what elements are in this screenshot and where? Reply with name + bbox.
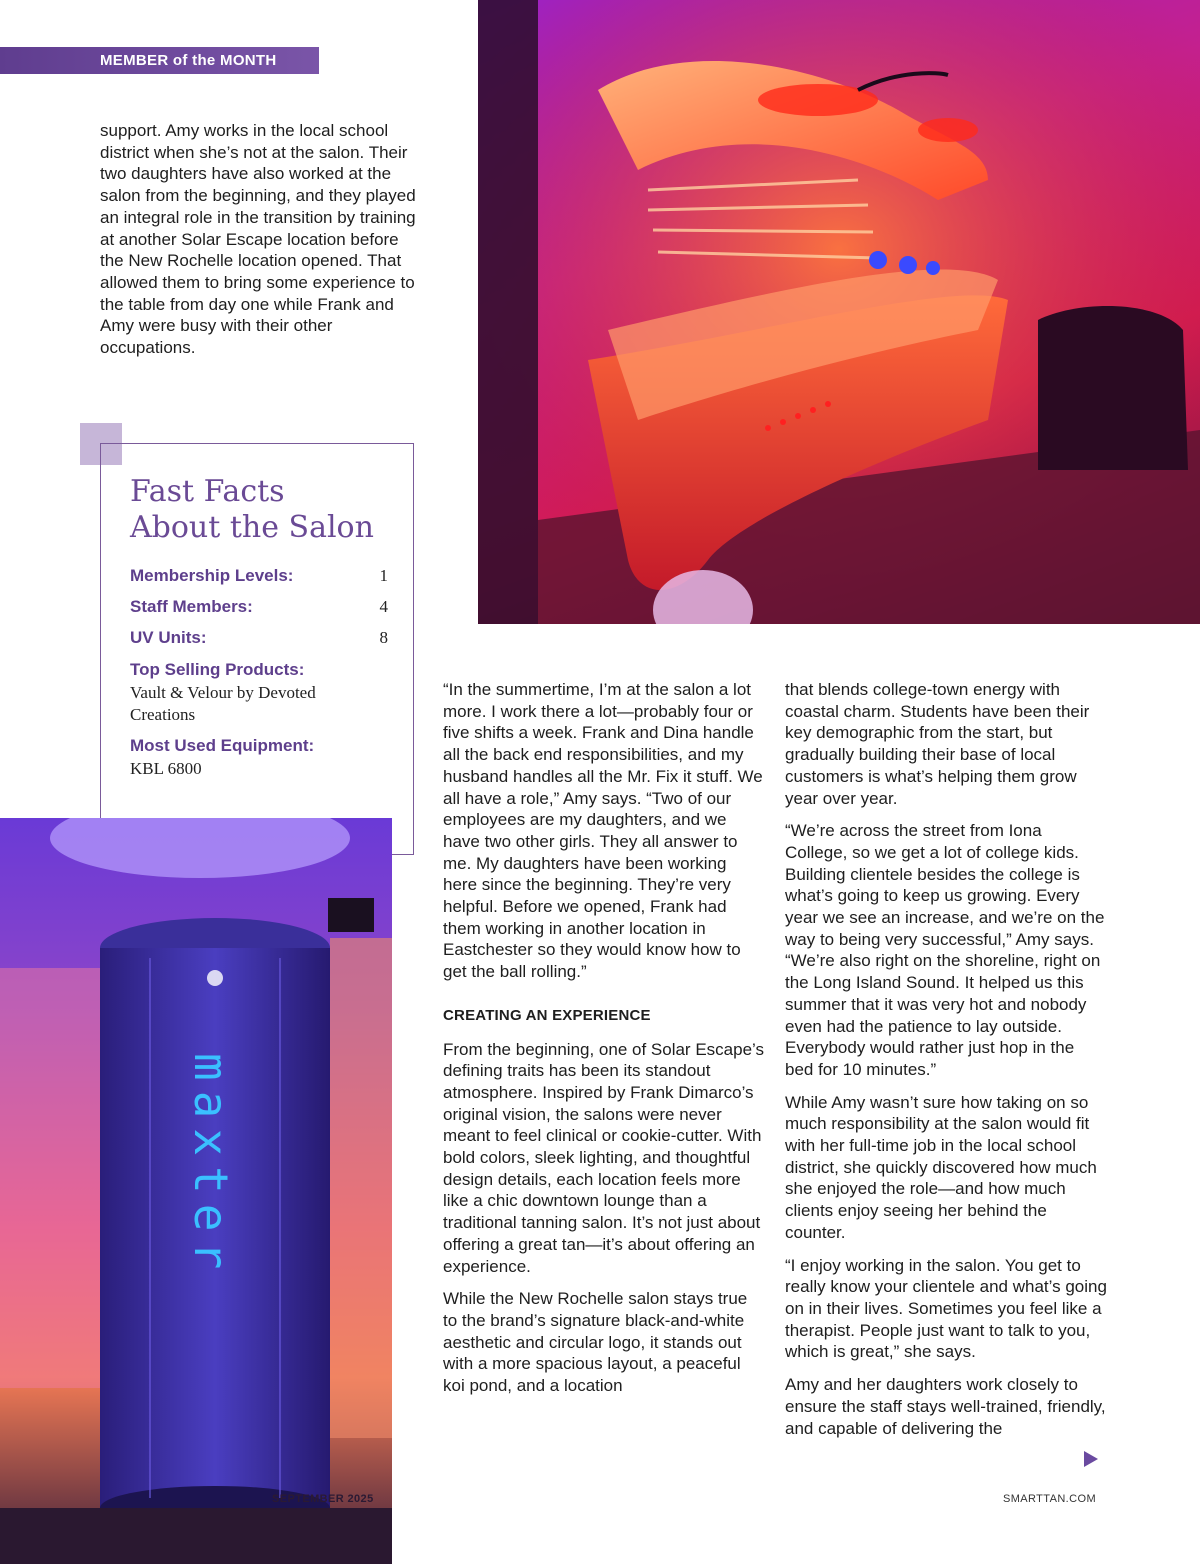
fact-membership-levels bbox=[130, 566, 388, 586]
paragraph: “I enjoy working in the salon. You get to really know your clientele and what’s going on in their lives. Sometimes you feel like a therapist. People just want to talk to you, which is great,” she says. bbox=[785, 1255, 1107, 1362]
fact-label: Top Selling Products: bbox=[130, 660, 305, 679]
fact-value: 1 bbox=[379, 566, 388, 585]
fact-value: KBL 6800 bbox=[130, 759, 202, 778]
fact-value: Vault & Velour by Devoted Creations bbox=[130, 683, 316, 724]
fact-value: 8 bbox=[379, 628, 388, 647]
paragraph: While the New Rochelle salon stays true to the brand’s signature black-and-white aesthetic and circular logo, it stands out with a more spacious layout, a peaceful koi pond, and a location bbox=[443, 1289, 748, 1396]
paragraph: “We’re across the street from Iona College, so we get a lot of college kids. Building clientele besides the college is what’s going to keep us growing. Every year we see an increase, and we’re on the way to being very successful,” Amy says. “We’re also right on the shoreline, right on the Long Island Sound. It helped us this summer that it was very hot and nobody even had the patience to lay outside. Everybody would rather just hop in the bed for 10 minutes.” bbox=[785, 821, 1105, 1079]
section-tag-label: MEMBER of the MONTH bbox=[100, 52, 277, 69]
triangle-right-icon[interactable] bbox=[1084, 1451, 1098, 1467]
paragraph: From the beginning, one of Solar Escape’s defining traits has been its standout atmosphere. Inspired by Frank Dimarco’s original vision, the salons were never meant to feel clinical or cookie-cutter. With bold colors, sleek lighting, and thoughtful design details, each location feels more like a chic downtown lounge than a traditional tanning salon. It’s not just about offering a great tan—it’s about offering an experience. bbox=[443, 1039, 764, 1276]
site-url: SMARTTAN.COM bbox=[1003, 1493, 1097, 1505]
fact-label: Most Used Equipment: bbox=[130, 736, 315, 755]
fact-most-used-equipment bbox=[130, 736, 388, 780]
article-column-middle bbox=[443, 679, 765, 1408]
fast-facts-title-line1: Fast Facts bbox=[130, 474, 285, 509]
intro-paragraph: support. Amy works in the local school district when she’s not at the salon. Their two daughters have also worked at the salon from the beginning, and they played an integral role in the transition by training at another Solar Escape location before the New Rochelle location opened. That allowed them to bring some experience to the table from day one while Frank and Amy were busy with their other occupations. bbox=[100, 121, 416, 358]
fact-label: Membership Levels: bbox=[130, 566, 294, 585]
article-column-right bbox=[785, 679, 1107, 1450]
fact-label: Staff Members: bbox=[130, 597, 253, 616]
paragraph: While Amy wasn’t sure how taking on so much responsibility at the salon would fit with her full-time job in the local school district, she quickly discovered how much she enjoyed the role—and how much clients enjoy seeing her behind the counter. bbox=[785, 1092, 1097, 1242]
intro-column bbox=[100, 120, 422, 370]
fast-facts-title bbox=[130, 474, 390, 546]
section-tag bbox=[0, 47, 319, 74]
paragraph: “In the summertime, I’m at the salon a lot more. I work there a lot—probably four or five shifts a week. Frank and Dina handle all the back end responsibilities, and my husband handles all the Mr. Fix it stuff. We all have a role,” Amy says. “Two of our employees are my daughters, and we have two other girls. They all answer to me. My daughters have been working here since the beginning. They’re very helpful. Before we opened, Frank had them working in another location in Eastchester so they would know how to get the ball rolling.” bbox=[443, 680, 763, 982]
section-subhead: CREATING AN EXPERIENCE bbox=[443, 1006, 651, 1024]
paragraph: Amy and her daughters work closely to ensure the staff stays well-trained, friendly, and capable of delivering the bbox=[785, 1375, 1106, 1438]
fast-facts-title-line2: About the Salon bbox=[130, 510, 374, 545]
fact-top-products bbox=[130, 660, 388, 726]
paragraph: that blends college-town energy with coastal charm. Students have been their key demographic from the start, but gradually building their base of local customers is what’s helping them grow year over year. bbox=[785, 680, 1090, 808]
fact-uv-units bbox=[130, 628, 388, 648]
standup-unit-photo bbox=[0, 818, 392, 1564]
tanning-bed-photo bbox=[478, 0, 1200, 624]
fact-label: UV Units: bbox=[130, 628, 207, 647]
fact-staff-members bbox=[130, 597, 388, 617]
issue-date: SEPTEMBER 2025 bbox=[272, 1493, 374, 1505]
fact-value: 4 bbox=[379, 597, 388, 616]
maxter-brand-text: maxter bbox=[184, 1053, 238, 1280]
